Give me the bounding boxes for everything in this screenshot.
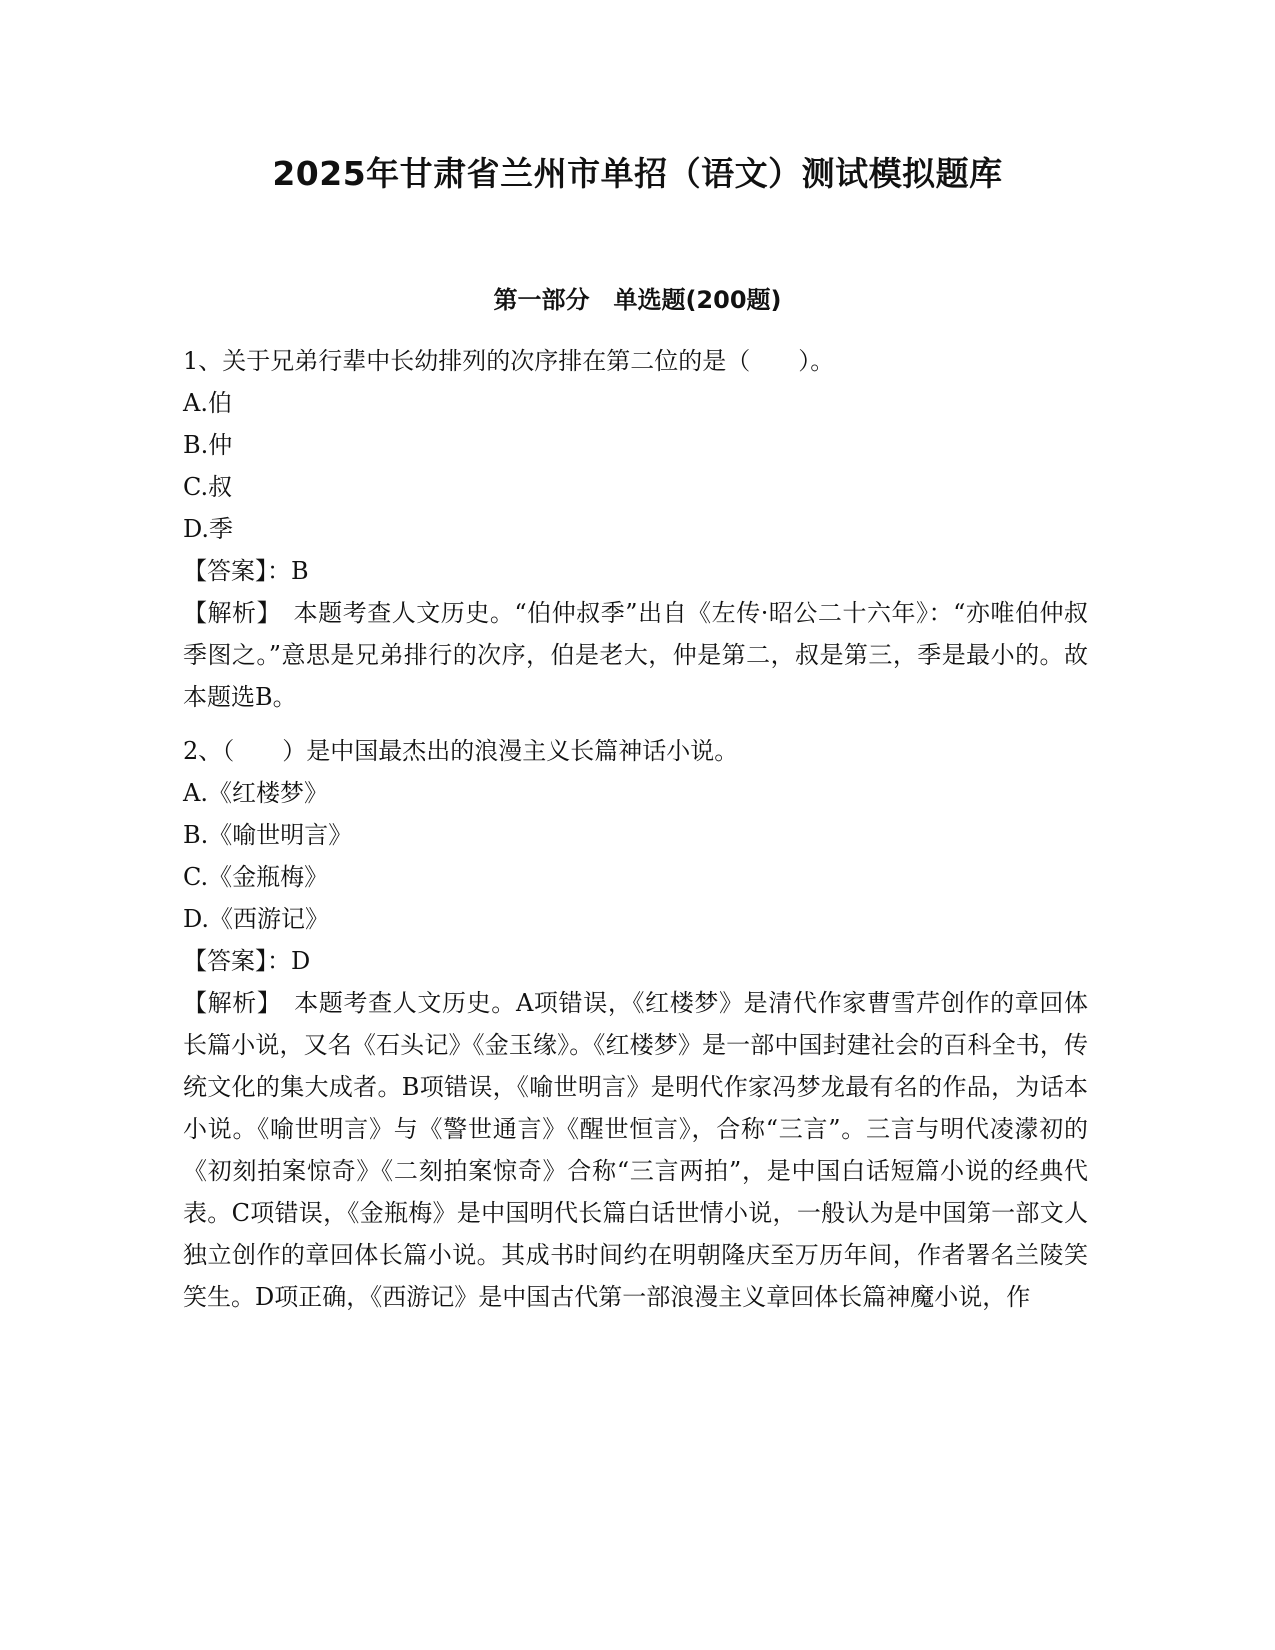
question-2 bbox=[183, 730, 1088, 1318]
question-stem: 1、关于兄弟行辈中长幼排列的次序排在第二位的是（ ）。 bbox=[183, 347, 835, 375]
option-b: B.仲 bbox=[183, 431, 233, 459]
option-c: C.《金瓶梅》 bbox=[183, 863, 329, 891]
option-b: B.《喻世明言》 bbox=[183, 821, 353, 849]
question-stem: 2、（ ）是中国最杰出的浪漫主义长篇神话小说。 bbox=[183, 737, 739, 765]
option-d: D.季 bbox=[183, 515, 234, 543]
document-title: 2025年甘肃省兰州市单招（语文）测试模拟题库 bbox=[272, 154, 1003, 193]
answer-line: 【答案】：B bbox=[183, 557, 309, 585]
section-heading: 第一部分 单选题(200题) bbox=[493, 286, 782, 314]
question-list bbox=[183, 340, 1088, 1318]
question-1 bbox=[183, 340, 1088, 718]
analysis-text: 【解析】 本题考查人文历史。“伯仲叔季”出自《左传·昭公二十六年》：“亦唯伯仲叔季图之。”意思是兄弟排行的次序，伯是老大，仲是第二，叔是第三，季是最小的。故本题选B。 bbox=[183, 599, 1088, 711]
option-a: A.伯 bbox=[183, 389, 232, 417]
answer-line: 【答案】：D bbox=[183, 947, 311, 975]
option-c: C.叔 bbox=[183, 473, 233, 501]
analysis-text: 【解析】 本题考查人文历史。A项错误，《红楼梦》是清代作家曹雪芹创作的章回体长篇小说，又名《石头记》《金玉缘》。《红楼梦》是一部中国封建社会的百科全书，传统文化的集大成者。B项错误，《喻世明言》是明代作家冯梦龙最有名的作品，为话本小说。《喻世明言》与《警世通言》《醒世恒言》，合称“三言”。三言与明代凌濛初的《初刻拍案惊奇》《二刻拍案惊奇》合称“三言两拍”，是中国白话短篇小说的经典代表。C项错误，《金瓶梅》是中国明代长篇白话世情小说，一般认为是中国第一部文人独立创作的章回体长篇小说。其成书时间约在明朝隆庆至万历年间，作者署名兰陵笑笑生。D项正确，《西游记》是中国古代第一部浪漫主义章回体长篇神魔小说，作 bbox=[183, 989, 1088, 1311]
question-spacer bbox=[183, 718, 1088, 730]
option-a: A.《红楼梦》 bbox=[183, 779, 328, 807]
option-d: D.《西游记》 bbox=[183, 905, 330, 933]
